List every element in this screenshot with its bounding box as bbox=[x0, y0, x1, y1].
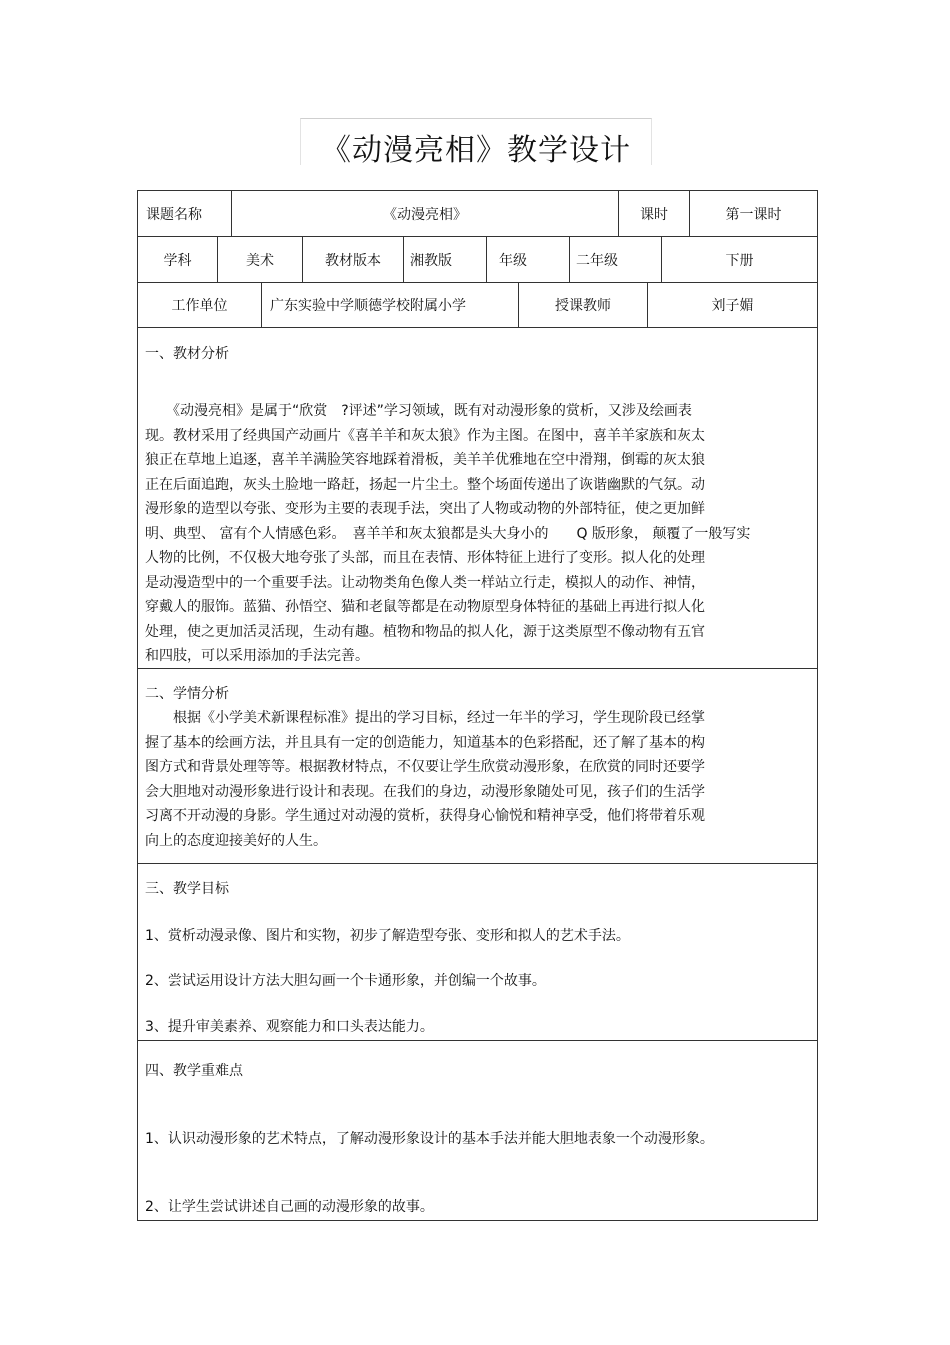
period-value: 第一课时 bbox=[725, 206, 782, 223]
text-line: 漫形象的造型以夸张、变形为主要的表现手法，突出了人物或动物的外部特征，使之更加鲜 bbox=[145, 501, 705, 517]
text-line: 正在后面追跑，灰头土脸地一路赶，扬起一片尘土。整个场面传递出了诙谐幽默的气氛。动 bbox=[145, 476, 705, 493]
text-line: 人物的比例，不仅极大地夸张了头部，而且在表情、形体特征上进行了变形。拟人化的处理 bbox=[145, 550, 705, 566]
text-line: 会大胆地对动漫形象进行设计和表现。在我们的身边，动漫形象随处可见，孩子们的生活学 bbox=[145, 783, 705, 800]
grade-label: 年级 bbox=[487, 237, 570, 282]
subject-label: 学科 bbox=[138, 237, 218, 282]
text-line: 图方式和背景处理等等。根据教材特点，不仅要让学生欣赏动漫形象，在欣赏的同时还要学 bbox=[145, 759, 705, 775]
unit-label: 工作单位 bbox=[138, 283, 262, 327]
subject-value: 美术 bbox=[218, 237, 303, 282]
unit-value: 广东实验中学顺德学校附属小学 bbox=[262, 283, 519, 327]
goal-item: 2、尝试运用设计方法大胆勾画一个卡通形象，并创编一个故事。 bbox=[145, 973, 546, 989]
teacher-label: 授课教师 bbox=[519, 283, 648, 327]
section-keypoints bbox=[138, 1041, 817, 1220]
section-analysis bbox=[138, 328, 817, 669]
text-line: 向上的态度迎接美好的人生。 bbox=[145, 832, 327, 849]
grade-value: 二年级 bbox=[570, 237, 662, 282]
info-row-topic bbox=[138, 191, 817, 237]
goal-item: 1、赏析动漫录像、图片和实物，初步了解造型夸张、变形和拟人的艺术手法。 bbox=[145, 928, 630, 944]
page-title: 《动漫亮相》教学设计 bbox=[321, 133, 631, 168]
text-line: 和四肢，可以采用添加的手法完善。 bbox=[145, 648, 369, 664]
keypoint-item: 2、让学生尝试讲述自己画的动漫形象的故事。 bbox=[145, 1199, 434, 1215]
edition-value: 湘教版 bbox=[404, 237, 487, 282]
keypoints-heading: 四、教学重难点 bbox=[145, 1063, 243, 1079]
text-line: 是动漫造型中的一个重要手法。让动物类角色像人类一样站立行走，模拟人的动作、神情， bbox=[145, 574, 705, 591]
text-line: 习离不开动漫的身影。学生通过对动漫的赏析，获得身心愉悦和精神享受，他们将带着乐观 bbox=[145, 808, 705, 824]
text-line: 狼正在草地上追逐，喜羊羊满脸笑容地踩着滑板，美羊羊优雅地在空中滑翔，倒霉的灰太狼 bbox=[145, 452, 705, 468]
text-line: 握了基本的绘画方法，并且具有一定的创造能力，知道基本的色彩搭配，还了解了基本的构 bbox=[145, 734, 705, 751]
text-line: 根据《小学美术新课程标准》提出的学习目标，经过一年半的学习，学生现阶段已经掌 bbox=[145, 710, 705, 726]
info-row-subject bbox=[138, 237, 817, 283]
section-learners bbox=[138, 669, 817, 864]
info-row-unit bbox=[138, 283, 817, 328]
analysis-paragraph bbox=[145, 399, 751, 669]
goals-heading: 三、教学目标 bbox=[145, 881, 229, 897]
title-box bbox=[300, 118, 652, 168]
text-line: 穿戴人的服饰。蓝猫、孙悟空、猫和老鼠等都是在动物原型身体特征的基础上再进行拟人化 bbox=[145, 599, 705, 615]
section-goals bbox=[138, 864, 817, 1041]
teacher-value: 刘子媚 bbox=[711, 298, 754, 314]
lesson-plan-table bbox=[137, 190, 818, 1221]
topic-value: 《动漫亮相》 bbox=[232, 191, 619, 236]
period-label: 课时 bbox=[619, 191, 690, 236]
text-line: 处理，使之更加活灵活现，生动有趣。植物和物品的拟人化，源于这类原型不像动物有五官 bbox=[145, 623, 705, 640]
keypoint-item: 1、认识动漫形象的艺术特点，了解动漫形象设计的基本手法并能大胆地表象一个动漫形象。 bbox=[145, 1131, 714, 1147]
analysis-heading: 一、教材分析 bbox=[145, 346, 229, 362]
edition-label: 教材版本 bbox=[303, 237, 404, 282]
topic-label: 课题名称 bbox=[138, 191, 232, 236]
text-line: 《动漫亮相》是属于“欣赏 ?评述”学习领域，既有对动漫形象的赏析，又涉及绘画表 bbox=[145, 403, 692, 419]
text-line: 现。教材采用了经典国产动画片《喜羊羊和灰太狼》作为主图。在图中，喜羊羊家族和灰太 bbox=[145, 427, 705, 444]
goal-item: 3、提升审美素养、观察能力和口头表达能力。 bbox=[145, 1019, 434, 1035]
volume-value: 下册 bbox=[725, 252, 754, 269]
learners-heading: 二、学情分析 bbox=[145, 686, 229, 702]
text-line: 明、典型、 富有个人情感色彩。 喜羊羊和灰太狼都是头大身小的 Q 版形象， 颠覆了一般写实 bbox=[145, 525, 751, 542]
learners-paragraph bbox=[145, 706, 745, 853]
